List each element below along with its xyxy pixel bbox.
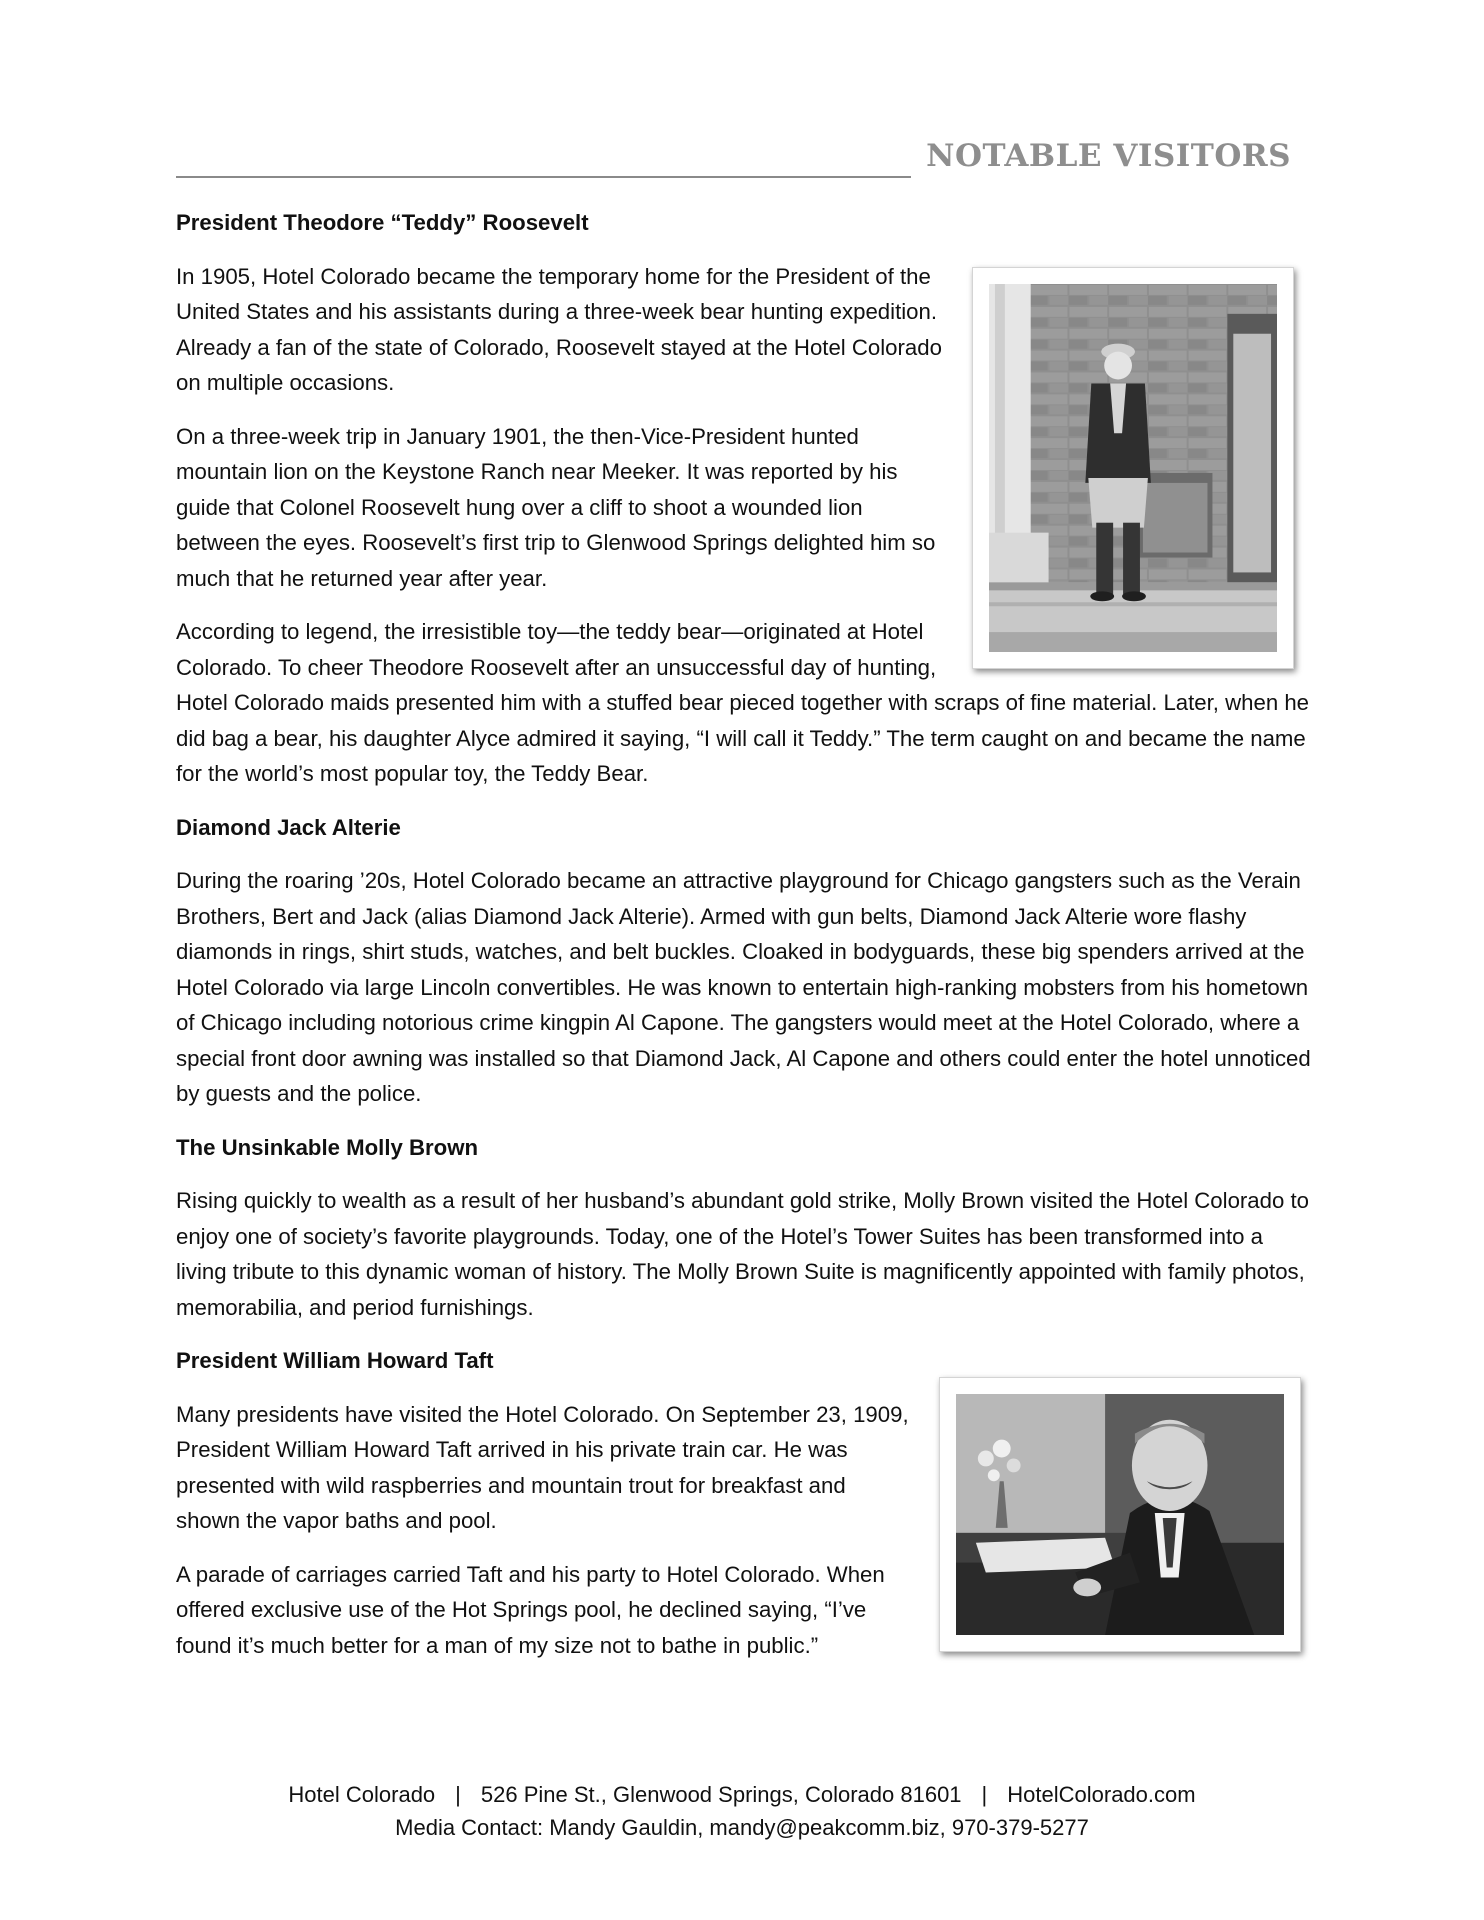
page-footer bbox=[0, 1778, 1484, 1844]
roosevelt-paragraph-1: In 1905, Hotel Colorado became the temporary home for the President of the United States and his assistants during a three-week bear hunting expedition. Already a fan of the state of Colorado, Roosevelt stayed at the Hotel Colorado on multiple occasions. bbox=[176, 263, 942, 395]
taft-photo bbox=[939, 1377, 1301, 1652]
alterie-heading: Diamond Jack Alterie bbox=[176, 814, 401, 840]
roosevelt-paragraph-3: According to legend, the irresistible toy—the teddy bear—originated at Hotel Colorado. To cheer Theodore Roosevelt after an unsuccessful day of hunting, Hotel Colorado maids presented him with a stuffed bear pieced together with scraps of fine material. Later, when he did bag a bear, his daughter Alyce admired it saying, “I will call it Teddy.” The term caught on and became the name for the world’s most popular toy, the Teddy Bear. bbox=[176, 619, 1310, 786]
footer-separator: | bbox=[981, 1782, 988, 1807]
footer-address: 526 Pine St., Glenwood Springs, Colorado 81601 bbox=[480, 1782, 962, 1807]
section-title: NOTABLE VISITORS bbox=[926, 138, 1291, 174]
footer-website-link[interactable]: HotelColorado.com bbox=[1007, 1782, 1196, 1807]
roosevelt-photo bbox=[972, 267, 1294, 669]
footer-separator: | bbox=[455, 1782, 461, 1807]
roosevelt-porch-image bbox=[989, 284, 1277, 652]
roosevelt-paragraph-2: On a three-week trip in January 1901, the then-Vice-President hunted mountain lion on the Keystone Ranch near Meeker. It was reported by his guide that Colonel Roosevelt hung over a cliff to shoot a wounded lion between the eyes. Roosevelt’s first trip to Glenwood Springs delighted him so much that he returned year after year. bbox=[176, 423, 936, 591]
taft-heading: President William Howard Taft bbox=[176, 1348, 494, 1373]
roosevelt-heading: President Theodore “Teddy” Roosevelt bbox=[176, 210, 589, 235]
footer-media-contact: Media Contact: Mandy Gauldin, mandy@peakcomm.biz, 970-379-5277 bbox=[395, 1815, 1089, 1840]
footer-address-line bbox=[0, 1778, 1484, 1811]
taft-paragraph-2: A parade of carriages carried Taft and his party to Hotel Colorado. When offered exclusive use of the Hot Springs pool, he declined saying, “I’ve found it’s much better for a man of my size not to bathe in public.” bbox=[176, 1561, 885, 1658]
article-body bbox=[176, 205, 1316, 1681]
footer-hotel-name: Hotel Colorado bbox=[288, 1782, 436, 1807]
molly-brown-heading: The Unsinkable Molly Brown bbox=[176, 1134, 479, 1160]
header-rule bbox=[176, 176, 911, 178]
taft-portrait-image bbox=[956, 1394, 1284, 1635]
alterie-paragraph-1: During the roaring ’20s, Hotel Colorado became an attractive playground for Chicago gangsters such as the Verain Brothers, Bert and Jack (alias Diamond Jack Alterie). Armed with gun belts, Diamond Jack Alterie wore flashy diamonds in rings, shirt studs, watches, and belt buckles. Cloaked in bodyguards, these big spenders arrived at the Hotel Colorado via large Lincoln convertibles. He was known to entertain high-ranking mobsters from his hometown of Chicago including notorious crime kingpin Al Capone. The gangsters would meet at the Hotel Colorado, where a special front door awning was installed so that Diamond Jack, Al Capone and others could enter the hotel unnoticed by guests and the police. bbox=[176, 868, 1311, 1106]
taft-paragraph-1: Many presidents have visited the Hotel Colorado. On September 23, 1909, President William Howard Taft arrived in his private train car. He was presented with wild raspberries and mountain trout for breakfast and shown the vapor baths and pool. bbox=[176, 1401, 909, 1533]
molly-brown-paragraph-1: Rising quickly to wealth as a result of her husband’s abundant gold strike, Molly Brown visited the Hotel Colorado to enjoy one of society’s favorite playgrounds. Today, one of the Hotel’s Tower Suites has been transformed into a living tribute to this dynamic woman of history. The Molly Brown Suite is magnificently appointed with family photos, memorabilia, and period furnishings. bbox=[176, 1188, 1309, 1320]
